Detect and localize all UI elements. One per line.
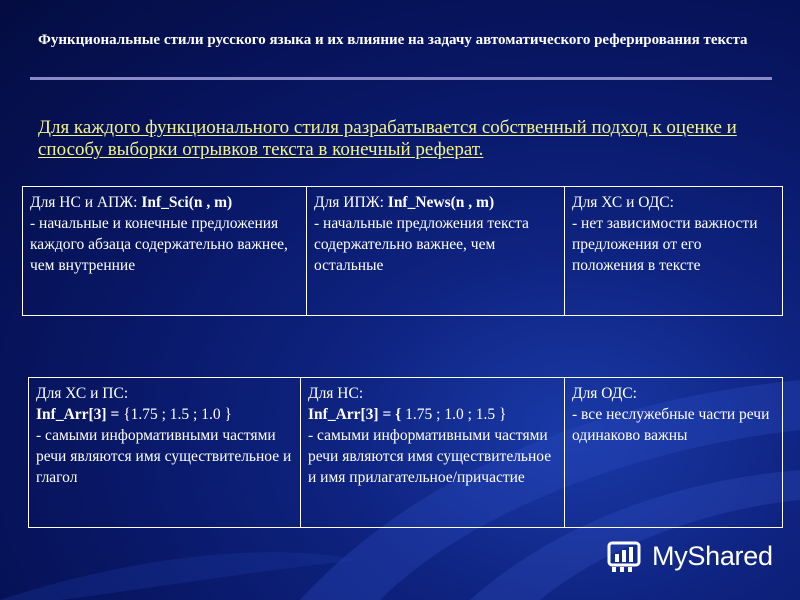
cell-array-label: Inf_Arr[3] = {: [308, 406, 406, 423]
table-cell: [307, 187, 565, 316]
cell-array-value: {1.75 ; 1.5 ; 1.0 }: [123, 406, 232, 423]
table-cell: [301, 378, 565, 528]
cell-body: - начальные предложения текста содержательно важнее, чем остальные: [314, 215, 529, 274]
cell-body: - самыми информативными частями речи являются имя существительное и глагол: [36, 427, 292, 486]
cell-lead: Для ХС и ОДС:: [572, 194, 674, 211]
cell-array-value: 1.75 ; 1.0 ; 1.5 }: [405, 406, 507, 423]
cell-lead: Для ХС и ПС:: [36, 385, 129, 402]
cell-array-label: Inf_Arr[3] =: [36, 406, 124, 423]
title-divider: [30, 77, 772, 80]
myshared-logo[interactable]: [606, 536, 786, 576]
cell-lead: Для НС:: [308, 385, 364, 402]
table-row: [23, 187, 783, 316]
cell-body: - самыми информативными частями речи являются имя существительное и имя прилагательное/причастие: [308, 427, 552, 486]
cell-lead: Для НС и АПЖ:: [30, 194, 142, 211]
logo-text: MyShared: [652, 540, 773, 571]
myshared-logo-icon: [606, 539, 644, 573]
cell-function-name: Inf_News(n , m): [387, 194, 495, 211]
style-position-table: [22, 186, 783, 316]
cell-lead: Для ИПЖ:: [314, 194, 388, 211]
cell-lead: Для ОДС:: [572, 385, 637, 402]
table-cell: [23, 187, 307, 316]
table-cell: [565, 378, 783, 528]
style-weights-table: [28, 377, 783, 528]
cell-function-name: Inf_Sci(n , m): [141, 194, 233, 211]
table-cell: [29, 378, 301, 528]
cell-body: - нет зависимости важности предложения от его положения в тексте: [572, 215, 758, 274]
cell-body: - начальные и конечные предложения каждого абзаца содержательно важнее, чем внутренние: [30, 215, 288, 274]
slide-subtitle: Для каждого функционального стиля разрабатывается собственный подход к оценке и способу выборки отрывков текста в конечный реферат.: [38, 117, 737, 160]
slide-title: Функциональные стили русского языка и их влияние на задачу автоматического реферирования текста: [38, 32, 748, 48]
table-cell: [565, 187, 783, 316]
table-row: [29, 378, 783, 528]
cell-body: - все неслужебные части речи одинаково важны: [572, 406, 770, 444]
